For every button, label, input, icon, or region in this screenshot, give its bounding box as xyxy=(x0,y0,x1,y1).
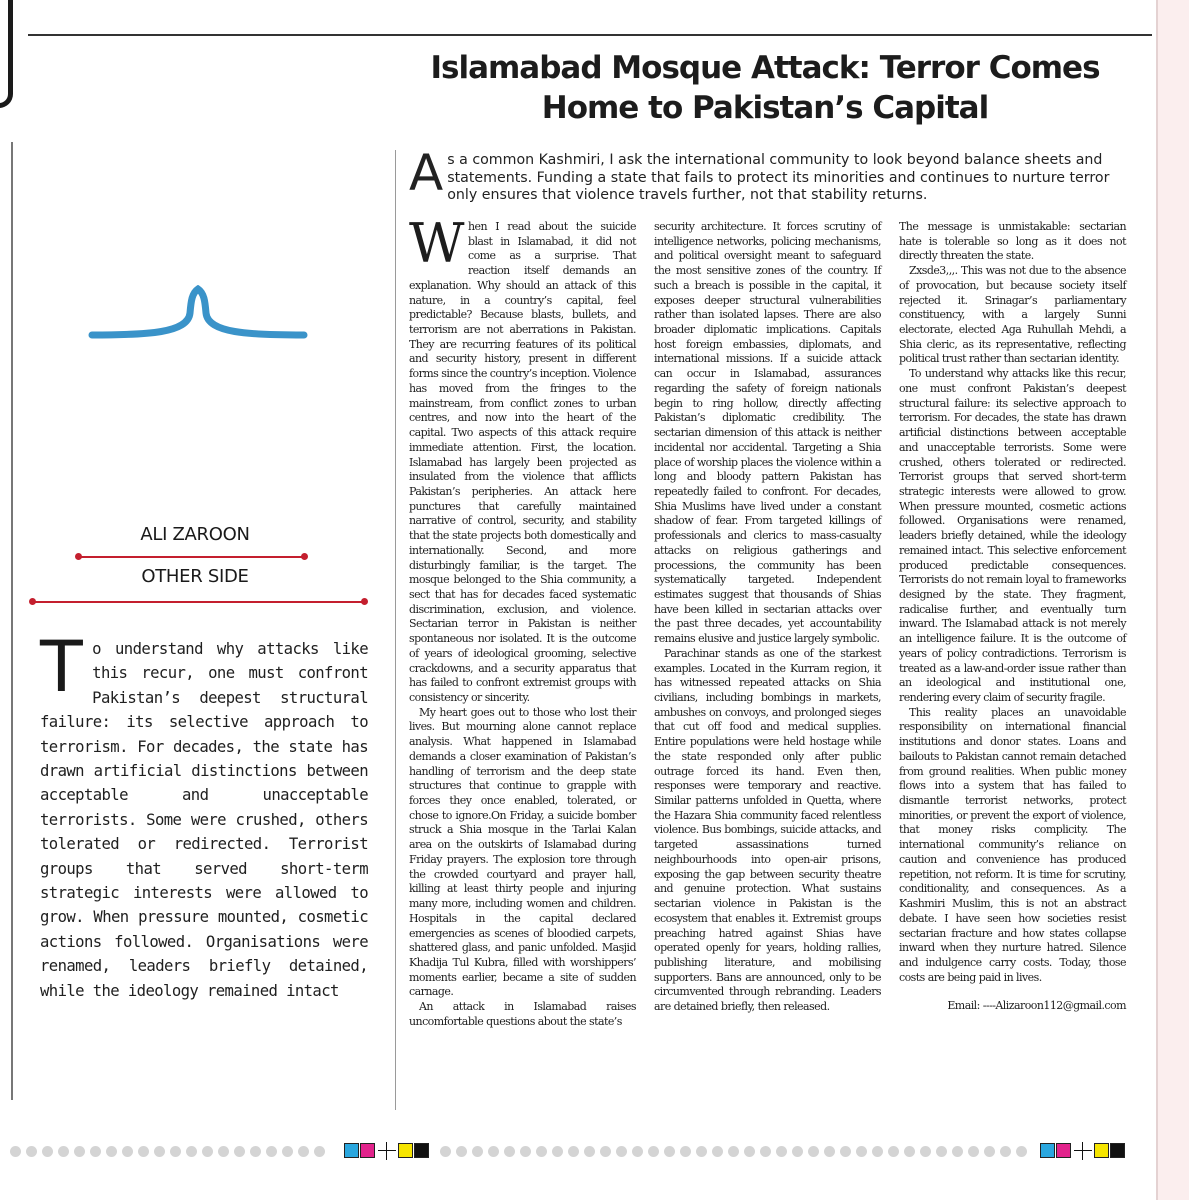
paragraph: An attack in Islamabad raises uncomfortable questions about the state’s xyxy=(409,1000,636,1028)
registration-dot xyxy=(138,1146,149,1157)
registration-dot xyxy=(456,1146,467,1157)
left-column-rule xyxy=(11,142,13,1100)
magenta-swatch xyxy=(360,1143,375,1158)
paragraph: Zxsde3,,,. This was not due to the absence of provocation, but because society itself rejected it. Srinagar’s parliamentary constituency, with a largely Sunni electorate, elected Aga Ruhullah Mehdi, a Shia cleric, as its representative, reflecting political trust rather than sectarian identity. xyxy=(899,264,1126,366)
black-swatch xyxy=(414,1143,429,1158)
registration-dot xyxy=(584,1146,595,1157)
paragraph: My heart goes out to those who lost their lives. But mourning alone cannot replace analysis. What happened in Islamabad demands a closer examination of Pakistan’s handling of terrorism and the deep state structures that continue to grapple with forces they once enabled, tolerated, or chose to ignore.On Friday, a suicide bomber struck a Shia mosque in the Tarlai Kalan area on the outskirts of Islamabad during Friday prayers. The explosion tore through the crowded courtyard and prayer hall, killing at least thirty people and injuring many more, including women and children. Hospitals in the capital declared emergencies as scenes of bloodied carpets, shattered glass, and panic unfolded. Masjid Khadija Tul Kubra, filled with worshippers’ moments earlier, became a site of sudden carnage. xyxy=(409,705,636,999)
registration-dot xyxy=(952,1146,963,1157)
body-column-1 xyxy=(409,212,636,1030)
registration-dot xyxy=(744,1146,755,1157)
registration-dot xyxy=(58,1146,69,1157)
pull-quote-text: o understand why attacks like this recur, one must confront Pakistan’s deepest structural failure: its selective approach to terrorism. For decades, the state has drawn artificial distinctions between acceptable and unacceptable terrorists. Some were crushed, others tolerated or redirected. Terrorist groups that served short-term strategic interests were allowed to grow. When pressure mounted, cosmetic actions followed. Organisations were renamed, leaders briefly detained, while the ideology remained intact xyxy=(40,640,368,1000)
registration-dot xyxy=(488,1146,499,1157)
registration-dot xyxy=(520,1146,531,1157)
pull-quote xyxy=(40,626,368,1003)
black-swatch xyxy=(1110,1143,1125,1158)
body-drop-cap: W xyxy=(409,212,464,275)
registration-dot xyxy=(728,1146,739,1157)
registration-dot xyxy=(808,1146,819,1157)
registration-dot xyxy=(552,1146,563,1157)
registration-dot xyxy=(266,1146,277,1157)
registration-dot xyxy=(680,1146,691,1157)
registration-dot xyxy=(106,1146,117,1157)
section-rule xyxy=(32,601,364,603)
registration-dot xyxy=(840,1146,851,1157)
registration-dot xyxy=(154,1146,165,1157)
registration-dot xyxy=(872,1146,883,1157)
column-divider xyxy=(395,150,396,1110)
registration-dot xyxy=(298,1146,309,1157)
print-registration-strip xyxy=(0,1140,1150,1166)
standfirst-drop-cap: A xyxy=(409,144,444,202)
rule-dot-left-2 xyxy=(29,598,36,605)
registration-dot xyxy=(440,1146,451,1157)
registration-dot xyxy=(26,1146,37,1157)
registration-dot xyxy=(42,1146,53,1157)
standfirst-text: s a common Kashmiri, I ask the international community to look beyond balance sheets and statements. Funding a state that fails to protect its minorities and continues to nurture terror only ensures that violence travels further, not that stability returns. xyxy=(447,152,1110,204)
registration-dot xyxy=(616,1146,627,1157)
registration-dot xyxy=(936,1146,947,1157)
registration-dot xyxy=(648,1146,659,1157)
registration-dot xyxy=(792,1146,803,1157)
registration-dot xyxy=(504,1146,515,1157)
registration-dot xyxy=(170,1146,181,1157)
registration-dot xyxy=(632,1146,643,1157)
registration-dot xyxy=(122,1146,133,1157)
registration-mark-icon xyxy=(1074,1142,1092,1160)
registration-dot xyxy=(1016,1146,1027,1157)
standfirst xyxy=(409,144,1134,205)
registration-dot xyxy=(74,1146,85,1157)
rule-dot-right-2 xyxy=(361,598,368,605)
registration-dot xyxy=(920,1146,931,1157)
registration-dot xyxy=(202,1146,213,1157)
paragraph: When I read about the suicide blast in Islamabad, it did not come as a surprise. That reaction itself demands an explanation. Why should an attack of this nature, in a country’s capital, feel predictable? Because blasts, bullets, and terrorism are not aberrations in Pakistan. They are recurring features of its political and security history, present in different forms since the country’s inception. Violence has moved from the fringes to the mainstream, from conflict zones to urban centres, and now into the heart of the capital. Two aspects of this attack require immediate attention. First, the location. Islamabad has largely been projected as insulated from the violence that afflicts Pakistan’s peripheries. An attack here punctures that carefully maintained narrative of control, security, and stability that the state projects both domestically and internationally. Second, and more disturbingly familiar, is the target. The mosque belonged to the Shia community, a sect that has for decades faced systematic discrimination, exclusion, and violence. Sectarian terror in Pakistan is neither spontaneous nor isolated. It is the outcome of years of ideological grooming, selective crackdowns, and a security apparatus that has failed to confront extremist groups with consistency or sincerity. xyxy=(409,212,636,704)
top-rule xyxy=(28,34,1152,36)
registration-dot xyxy=(600,1146,611,1157)
registration-dot xyxy=(250,1146,261,1157)
author-rule xyxy=(78,556,304,558)
magenta-swatch xyxy=(1056,1143,1071,1158)
column-name: OTHER SIDE xyxy=(141,566,249,587)
author-name: ALI ZAROON xyxy=(140,524,250,545)
registration-dot xyxy=(696,1146,707,1157)
curly-brace-icon xyxy=(88,285,308,355)
registration-dot xyxy=(904,1146,915,1157)
cyan-swatch xyxy=(1040,1143,1055,1158)
registration-dot xyxy=(282,1146,293,1157)
headline-line-1: Islamabad Mosque Attack: Terror Comes xyxy=(430,50,1100,86)
registration-dot xyxy=(90,1146,101,1157)
registration-dot xyxy=(1000,1146,1011,1157)
registration-dot xyxy=(234,1146,245,1157)
paragraph: This reality places an unavoidable responsibility on international financial institutions and donor states. Loans and bailouts to Pakistan cannot remain detached from ground realities. When public money flows into a system that has failed to dismantle terrorist networks, protect minorities, or prevent the export of violence, that money risks complicity. The international community’s reliance on caution and convenience has produced repetition, not reform. It is time for scrutiny, conditionality, and consequences. As a Kashmiri Muslim, this is not an abstract debate. I have seen how societies resist sectarian fracture and how states collapse inward when they nurture hatred. Silence and indulgence carry costs. Today, those costs are being paid in lives. xyxy=(899,705,1126,984)
rule-dot-right xyxy=(301,553,308,560)
registration-dot xyxy=(760,1146,771,1157)
registration-dot xyxy=(10,1146,21,1157)
registration-dot xyxy=(712,1146,723,1157)
yellow-swatch xyxy=(398,1143,413,1158)
registration-dot xyxy=(888,1146,899,1157)
registration-dot xyxy=(472,1146,483,1157)
registration-dot xyxy=(856,1146,867,1157)
page-edge xyxy=(1158,0,1189,1200)
author-email: Email: ----Alizaroon112@gmail.com xyxy=(947,999,1126,1013)
registration-dot xyxy=(776,1146,787,1157)
headline-line-2: Home to Pakistan’s Capital xyxy=(541,90,989,126)
headline xyxy=(400,48,1130,128)
registration-dot xyxy=(536,1146,547,1157)
registration-dot xyxy=(186,1146,197,1157)
crop-mark xyxy=(0,0,13,108)
paragraph: To understand why attacks like this recur, one must confront Pakistan’s deepest structural failure: its selective approach to terrorism. For decades, the state has drawn artificial distinctions between acceptable and unacceptable terrorists. Some were crushed, others tolerated or redirected. Terrorist groups that served short-term strategic interests were allowed to grow. When pressure mounted, cosmetic actions followed. Organisations were renamed, leaders briefly detained, while the ideology remained intact. This selective enforcement produced predictable consequences. Terrorists do not remain loyal to frameworks designed by the state. They fragment, radicalise further, and eventually turn inward. The Islamabad attack is not merely an intelligence failure. It is the outcome of years of policy contradictions. Terrorism is treated as a law-and-order issue rather than an ideological and institutional one, rendering every claim of security fragile. xyxy=(899,367,1126,704)
yellow-swatch xyxy=(1094,1143,1109,1158)
registration-dot xyxy=(968,1146,979,1157)
registration-dot xyxy=(824,1146,835,1157)
body-column-2 xyxy=(654,220,881,1015)
paragraph: The message is unmistakable: sectarian hate is tolerable so long as it does not directly threaten the state. xyxy=(899,220,1126,263)
paragraph: Parachinar stands as one of the starkest examples. Located in the Kurram region, it has witnessed repeated attacks on Shia civilians, including bombings in markets, ambushes on convoys, and prolonged sieges that cut off food and medical supplies. Entire populations were held hostage while the state responded only after public outrage forced its hand. Even then, responses were temporary and reactive. Similar patterns unfolded in Quetta, where the Hazara Shia community faced relentless violence. Bus bombings, suicide attacks, and targeted assassinations turned neighbourhoods into open-air prisons, exposing the gap between security theatre and genuine protection. What sustains sectarian violence in Pakistan is the ecosystem that enables it. Extremist groups preaching hatred against Shias have operated openly for years, holding rallies, publishing literature, and mobilising supporters. Bans are announced, only to be circumvented through rebranding. Leaders are detained briefly, then released. xyxy=(654,646,881,1014)
pull-quote-drop-cap: T xyxy=(40,626,83,708)
registration-dot xyxy=(984,1146,995,1157)
rule-dot-left xyxy=(75,553,82,560)
registration-dot xyxy=(218,1146,229,1157)
cyan-swatch xyxy=(344,1143,359,1158)
registration-dot xyxy=(568,1146,579,1157)
paragraph: security architecture. It forces scrutiny of intelligence networks, policing mechanisms, and political oversight meant to safeguard the most sensitive zones of the country. If such a breach is possible in the capital, it exposes deeper structural vulnerabilities rather than isolated lapses. There are also broader diplomatic implications. Capitals host foreign embassies, diplomats, and international missions. If a suicide attack can occur in Islamabad, assurances regarding the safety of foreign nationals begin to ring hollow, directly affecting Pakistan’s diplomatic credibility. The sectarian dimension of this attack is neither incidental nor accidental. Targeting a Shia place of worship places the violence within a long and bloody pattern Pakistan has repeatedly failed to confront. For decades, Shia Muslims have lived under a constant shadow of fear. From targeted killings of professionals and clerics to mass-casualty attacks on religious gatherings and processions, the community has been systematically targeted. Independent estimates suggest that thousands of Shias have been killed in sectarian attacks over the past three decades, yet accountability remains elusive and justice largely symbolic. xyxy=(654,220,881,646)
registration-dot xyxy=(314,1146,325,1157)
registration-mark-icon xyxy=(378,1142,396,1160)
registration-dot xyxy=(664,1146,675,1157)
body-column-3 xyxy=(899,220,1126,1014)
